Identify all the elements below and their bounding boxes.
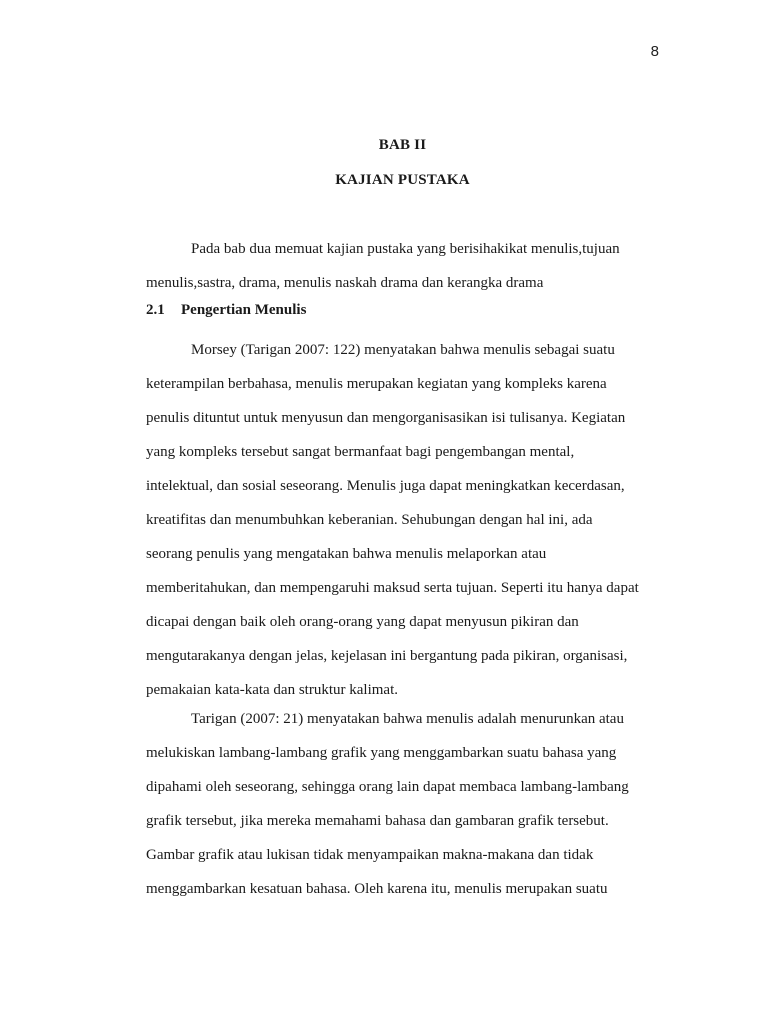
paragraph-line: Pada bab dua memuat kajian pustaka yang berisihakikat menulis,tujuan [191, 241, 620, 257]
paragraph-line: penulis dituntut untuk menyusun dan mengorganisasikan isi tulisanya. Kegiatan [146, 410, 626, 426]
paragraph-line: yang kompleks tersebut sangat bermanfaat bagi pengembangan mental, [146, 444, 575, 460]
paragraph-line: Tarigan (2007: 21) menyatakan bahwa menulis adalah menurunkan atau [191, 711, 624, 727]
paragraph-line: keterampilan berbahasa, menulis merupakan kegiatan yang kompleks karena [146, 376, 607, 392]
paragraph-line: pemakaian kata-kata dan struktur kalimat. [146, 682, 398, 698]
chapter-number: BAB II [378, 137, 427, 153]
paragraph-line: dipahami oleh seseorang, sehingga orang lain dapat membaca lambang-lambang [146, 779, 629, 795]
chapter-title: KAJIAN PUSTAKA [335, 172, 470, 188]
paragraph-line: seorang penulis yang mengatakan bahwa menulis melaporkan atau [146, 546, 547, 562]
paragraph-line: menulis,sastra, drama, menulis naskah drama dan kerangka drama [146, 275, 544, 291]
paragraph-line: grafik tersebut, jika mereka memahami bahasa dan gambaran grafik tersebut. [146, 813, 609, 829]
intro-paragraph [146, 232, 658, 300]
paragraph-line: kreatifitas dan menumbuhkan keberanian. Sehubungan dengan hal ini, ada [146, 512, 593, 528]
page-number: 8 [650, 43, 659, 60]
paragraph-line: menggambarkan kesatuan bahasa. Oleh karena itu, menulis merupakan suatu [146, 881, 608, 897]
paragraph-line: Morsey (Tarigan 2007: 122) menyatakan bahwa menulis sebagai suatu [191, 342, 615, 358]
paragraph-tarigan [146, 702, 658, 906]
paragraph-line: intelektual, dan sosial seseorang. Menulis juga dapat meningkatkan kecerdasan, [146, 478, 625, 494]
paragraph-line: Gambar grafik atau lukisan tidak menyampaikan makna-makana dan tidak [146, 847, 594, 863]
section-heading [146, 302, 306, 319]
paragraph-line: mengutarakanya dengan jelas, kejelasan ini bergantung pada pikiran, organisasi, [146, 648, 628, 664]
paragraph-line: dicapai dengan baik oleh orang-orang yang dapat menyusun pikiran dan [146, 614, 579, 630]
paragraph-line: melukiskan lambang-lambang grafik yang menggambarkan suatu bahasa yang [146, 745, 617, 761]
section-number: 2.1 [146, 302, 165, 318]
paragraph-line: memberitahukan, dan mempengaruhi maksud serta tujuan. Seperti itu hanya dapat [146, 580, 639, 596]
paragraph-morsey [146, 333, 658, 707]
section-title: Pengertian Menulis [181, 302, 307, 318]
